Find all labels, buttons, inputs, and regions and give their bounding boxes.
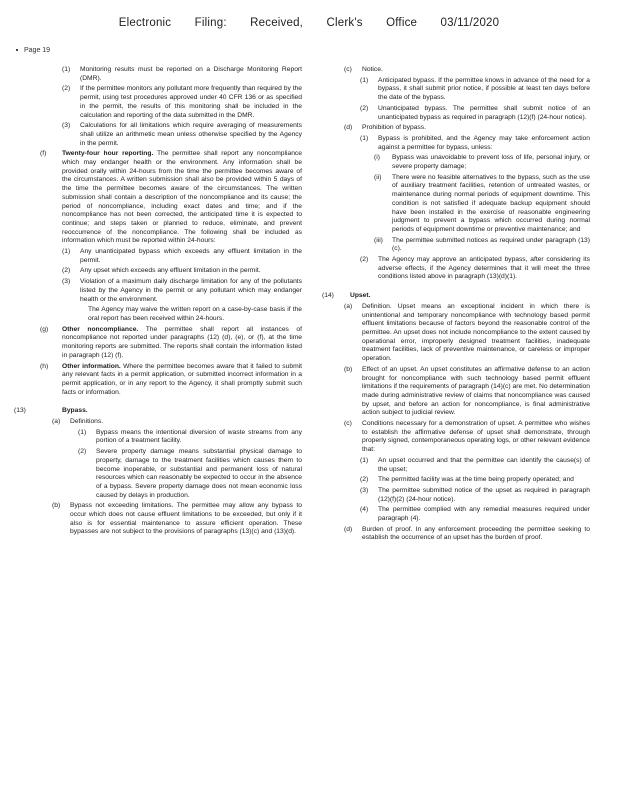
- header-word: Filing:: [194, 17, 227, 29]
- item-number: (ii): [374, 173, 382, 181]
- item-text: Monitoring results must be reported on a Discharge Monitoring Report (DMR).: [80, 66, 302, 82]
- section-f: [40, 150, 302, 246]
- item-number: (2): [360, 104, 369, 112]
- list-item: [344, 366, 590, 418]
- list-item: [62, 248, 302, 265]
- list-item: [344, 66, 590, 75]
- item-text: Prohibition of bypass.: [362, 124, 426, 132]
- section-number: (14): [322, 292, 334, 300]
- filing-stamp-header: [0, 17, 618, 29]
- list-item: [62, 85, 302, 120]
- item-number: (a): [344, 302, 353, 310]
- item-number: (1): [360, 76, 369, 84]
- item-number: (1): [62, 248, 71, 256]
- list-item: [52, 418, 302, 427]
- item-text: The permittee shall report all instances of noncompliance not reported under paragraphs (12) (d), (e), or (f), at the time monitoring reports are submitted. The reports shall contain the information listed in paragraph (12) (f).: [62, 325, 302, 359]
- item-text: Definitions.: [70, 418, 104, 426]
- list-item: [344, 526, 590, 543]
- header-date: 03/11/2020: [440, 17, 500, 29]
- item-number: (3): [62, 122, 71, 130]
- item-text: Notice.: [362, 66, 383, 73]
- left-column: [14, 66, 302, 539]
- list-item: [360, 506, 590, 523]
- section-heading: Upset.: [350, 292, 371, 300]
- item-text: The permitted facility was at the time being properly operated; and: [378, 476, 574, 484]
- item-number: (1): [62, 66, 71, 73]
- item-number: (1): [360, 456, 369, 464]
- list-item: [62, 267, 302, 276]
- section-g: [40, 326, 302, 361]
- list-item: [62, 66, 302, 83]
- section-h: [40, 363, 302, 398]
- item-text: Effect of an upset. An upset constitutes an affirmative defense to an action brought for noncompliance with such technology based permit effluent limitations if the requirements of paragraph (14)(c) are met. No determination made during administrative review of claims that noncompliance was caused by upset, and before an action for noncompliance, is final administrative action subject to judicial review.: [362, 365, 590, 417]
- list-item: [360, 487, 590, 504]
- list-item: [62, 278, 302, 304]
- list-item: [360, 457, 590, 474]
- list-item: [344, 303, 590, 364]
- item-text: Bypass was unavoidable to prevent loss of life, personal injury, or severe property damage;: [392, 154, 590, 171]
- list-item: [52, 502, 302, 537]
- item-number: (c): [344, 66, 352, 73]
- item-number: (3): [360, 486, 369, 494]
- item-text: Severe property damage means substantial physical damage to property, damage to the treatment facilities which causes them to become inoperable, or substantial and permanent loss of natural resources which can reasonably be expected to occur in the absence of a bypass. Severe property damage does not mean economic loss caused by delays in production.: [96, 448, 302, 499]
- item-text: Anticipated bypass. If the permittee knows in advance of the need for a bypass, it shall submit prior notice, if possible at least ten days before the date of the bypass.: [378, 76, 590, 102]
- list-item: [78, 448, 302, 500]
- item-text: The permittee submitted notice of the upset as required in paragraph (12)(f)(2) (24-hour notice).: [378, 486, 590, 503]
- list-item: [360, 256, 590, 282]
- item-number: (f): [40, 150, 47, 158]
- section-13: [14, 407, 302, 416]
- item-number: (2): [62, 267, 71, 275]
- item-number: (2): [360, 476, 369, 484]
- item-text: The permittee submitted notices as required under paragraph (13)(c).: [392, 236, 590, 253]
- item-number: (1): [360, 134, 369, 142]
- header-word: Electronic: [118, 17, 172, 29]
- item-number: (2): [360, 256, 369, 264]
- item-text: The permittee complied with any remedial measures required under paragraph (4).: [378, 506, 590, 523]
- header-word: Received,: [250, 17, 304, 29]
- list-item: [374, 174, 590, 235]
- item-text: Calculations for all limitations which require averaging of measurements shall utilize an arithmetic mean unless otherwise specified by the Agency in the permit.: [80, 122, 302, 147]
- list-item: [360, 135, 590, 152]
- item-text: Violation of a maximum daily discharge limitation for any of the pollutants listed by the Agency in the permit or any pollutant which may endanger health or the environment.: [80, 278, 302, 303]
- waiver-note: The Agency may waive the written report on a case-by-case basis if the oral report has been received within 24-hours.: [88, 306, 302, 322]
- item-text: Burden of proof. In any enforcement proceeding the permittee seeking to establish the occurrence of an upset has the burden of proof.: [362, 525, 590, 542]
- item-number: (g): [40, 325, 49, 333]
- section-heading: Bypass.: [62, 407, 88, 415]
- item-title: Other noncompliance.: [62, 325, 139, 333]
- header-word: Office: [386, 17, 418, 29]
- item-number: (2): [62, 85, 71, 93]
- item-number: (iii): [374, 236, 383, 244]
- item-number: (b): [52, 502, 61, 510]
- item-text: An upset occurred and that the permittee can identify the cause(s) of the upset;: [378, 456, 590, 473]
- item-text: The permittee shall report any noncompliance which may endanger health or the environment. Any information shall be provided orally within 24-hours from the time the permittee becomes aware of the circumstances. A written submission shall also be provided within 5 days of the time the permittee becomes aware of the circumstances. The written submission shall contain a description of the noncompliance and its cause; the period of noncompliance, including exact dates and time; and if the noncompliance has not been corrected, the anticipated time it is expected to continue; and steps taken or planned to reduce, eliminate, and prevent reoccurrence of the noncompliance. The following shall be included as information which must be reported within 24-hours:: [62, 150, 302, 245]
- list-item: [344, 124, 590, 133]
- item-text: Bypass not exceeding limitations. The permittee may allow any bypass to occur which does not cause effluent limitations to be exceeded, but only if it also is for essential maintenance to assure efficient operation. These bypasses are not subject to the provisions of paragraphs (13)(c) and (13)(d).: [70, 502, 302, 536]
- section-number: (13): [14, 407, 26, 415]
- item-text: Bypass means the intentional diversion of waste streams from any portion of a treatment facility.: [96, 428, 302, 445]
- right-column: [322, 66, 590, 545]
- item-text: There were no feasible alternatives to the bypass, such as the use of auxiliary treatment facilities, retention of untreated wastes, or maintenance during normal periods of equipment downtime. This condition is not satisfied if adequate backup equipment should have been installed in the exercise of reasonable engineering judgment to prevent a bypass which occurred during normal periods of equipment downtime or preventive maintenance; and: [392, 173, 590, 233]
- item-text: Bypass is prohibited, and the Agency may take enforcement action against a permittee for bypass, unless:: [378, 134, 590, 151]
- item-number: (1): [78, 428, 87, 436]
- item-number: (4): [360, 506, 369, 514]
- list-item: [78, 429, 302, 446]
- item-text: Definition. Upset means an exceptional incident in which there is unintentional and temporary noncompliance with technology based permit effluent limitations because of factors beyond the reasonable control of the permittee. An upset does not include noncompliance to the extent caused by operational error, improperly designed treatment facilities, inadequate treatment facilities, lack of preventive maintenance, or careless or improper operation.: [362, 302, 590, 363]
- item-number: (d): [344, 525, 353, 533]
- item-text: The Agency may approve an anticipated bypass, after considering its adverse effects, if the Agency determines that it will meet the three conditions listed above in paragraph (13)(d)(1).: [378, 256, 590, 281]
- item-text: Unanticipated bypass. The permittee shall submit notice of an unanticipated bypass as required in paragraph (12)(f) (24-hour notice).: [378, 104, 590, 121]
- bullet-mark: [16, 49, 18, 51]
- item-text: Any unanticipated bypass which exceeds any effluent limitation in the permit.: [80, 248, 302, 264]
- item-title: Other information.: [62, 362, 121, 370]
- item-text: Any upset which exceeds any effluent limitation in the permit.: [80, 267, 261, 275]
- item-number: (h): [40, 362, 49, 370]
- item-number: (2): [78, 448, 87, 456]
- item-number: (d): [344, 124, 353, 132]
- item-text: Conditions necessary for a demonstration of upset. A permittee who wishes to establish the affirmative defense of upset shall demonstrate, through properly signed, contemporaneous operating logs, or other relevant evidence that:: [362, 420, 590, 454]
- list-item: [344, 420, 590, 455]
- list-item: [360, 77, 590, 103]
- page-number: Page 19: [24, 47, 51, 54]
- item-number: (b): [344, 365, 353, 373]
- section-14: [322, 292, 590, 301]
- item-number: (3): [62, 278, 71, 286]
- list-item: [374, 237, 590, 254]
- header-word: Clerk's: [326, 17, 363, 29]
- item-text: Where the permittee becomes aware that it failed to submit any relevant facts in a permit application, or submitted incorrect information in a permit application, or in any report to the Agency, it shall promptly submit such facts or information.: [62, 362, 302, 396]
- item-title: Twenty-four hour reporting.: [62, 150, 154, 158]
- list-item: [360, 476, 590, 485]
- item-number: (i): [374, 154, 380, 162]
- list-item: [62, 122, 302, 148]
- item-number: (a): [52, 418, 61, 426]
- item-text: If the permittee monitors any pollutant more frequently than required by the permit, using test procedures approved under 40 CFR 136 or as specified in the permit, the results of this monitoring shall be included in the calculation and reporting of the data submitted in the DMR.: [80, 85, 302, 119]
- list-item: [374, 154, 590, 171]
- list-item: [360, 105, 590, 122]
- item-number: (c): [344, 420, 352, 428]
